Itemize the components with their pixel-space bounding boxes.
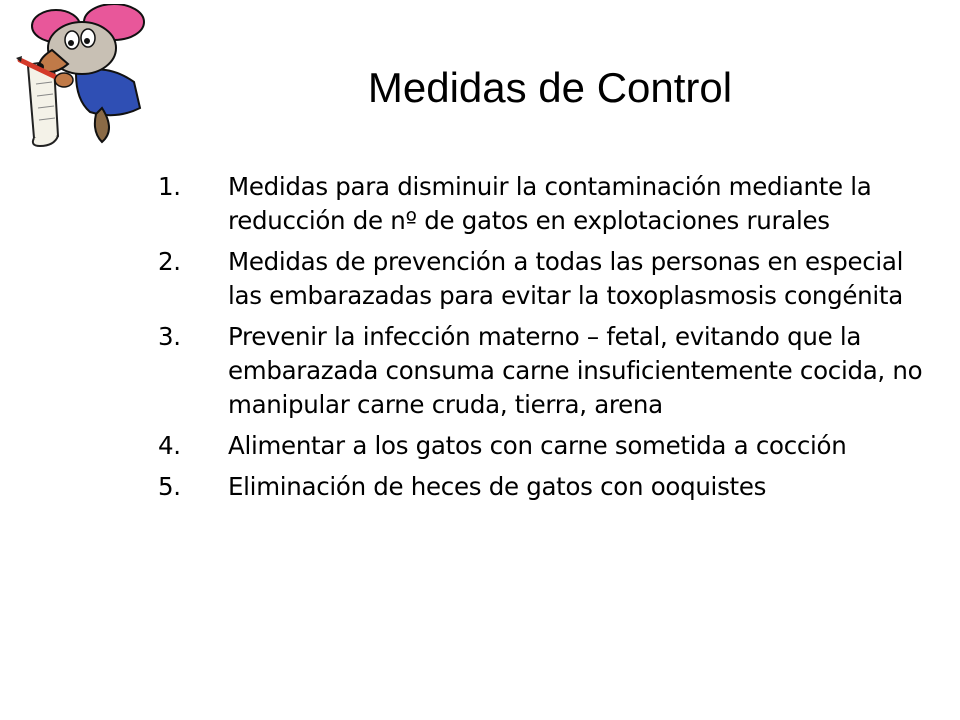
list-item [158, 170, 938, 238]
list-item [158, 245, 938, 313]
cartoon-mouse-writing-icon [6, 4, 156, 154]
list-item-text: Eliminación de heces de gatos con ooquistes [228, 472, 767, 501]
list-item-number: 5. [158, 472, 181, 501]
list-item-number: 4. [158, 431, 181, 460]
list-item-text: Alimentar a los gatos con carne sometida a cocción [228, 431, 847, 460]
list-item-text: Medidas de prevención a todas las personas en especial las embarazadas para evitar la toxoplasmosis congénita [228, 247, 904, 310]
slide-title: Medidas de Control [367, 64, 733, 111]
control-measures-list [158, 170, 938, 511]
list-item-text: Prevenir la infección materno – fetal, evitando que la embarazada consuma carne insuficientemente cocida, no manipular carne cruda, tierra, arena [228, 322, 923, 419]
list-item [158, 320, 938, 422]
list-item-text: Medidas para disminuir la contaminación mediante la reducción de nº de gatos en explotaciones rurales [228, 172, 872, 235]
list-item [158, 429, 938, 463]
list-item [158, 470, 938, 504]
list-item-number: 1. [158, 172, 181, 201]
list-item-number: 2. [158, 247, 181, 276]
list-item-number: 3. [158, 322, 181, 351]
